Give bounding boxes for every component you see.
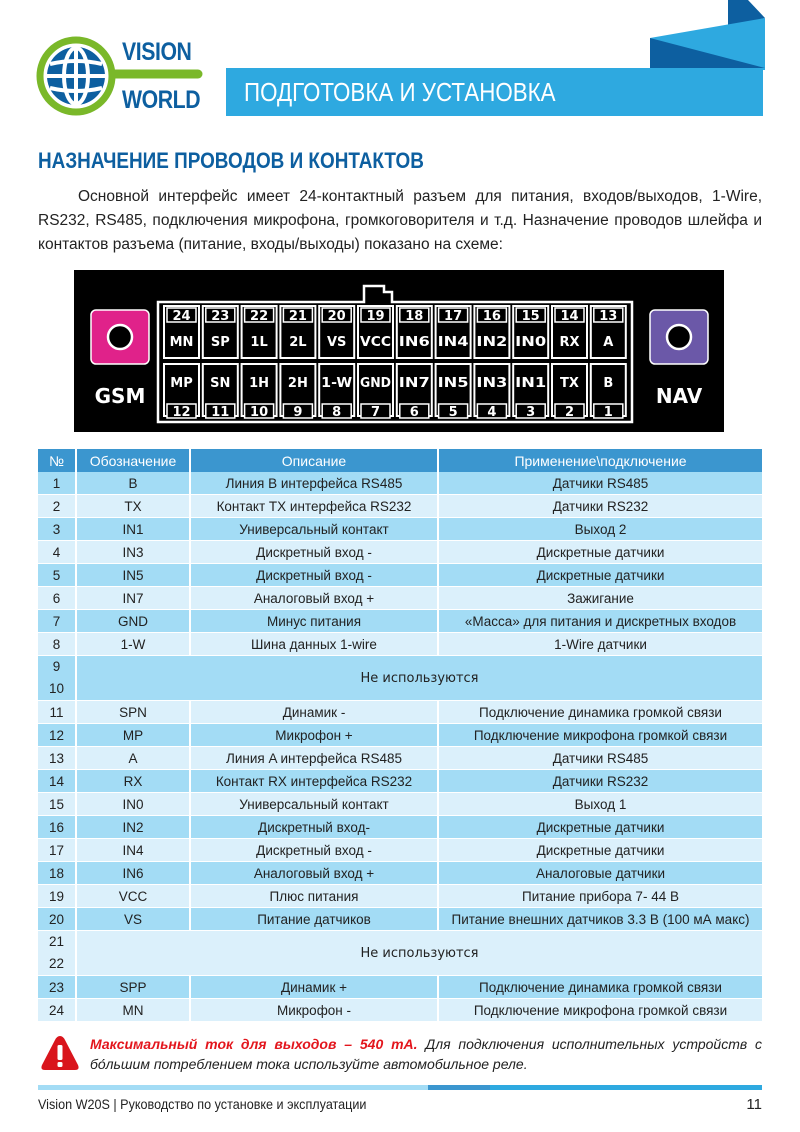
pin-label: IN3 (476, 376, 508, 391)
pin-label: 1L (250, 335, 268, 350)
cell-designation: B (77, 472, 191, 495)
pin-number: 11 (211, 405, 230, 420)
connector-pin (203, 364, 238, 420)
connector-pin (242, 364, 277, 420)
cell-number: 7 (38, 610, 77, 633)
pin-number: 10 (250, 405, 269, 420)
table-row (38, 610, 762, 633)
connector-pin (591, 306, 626, 358)
connector-pin (164, 306, 199, 358)
connector-pin (436, 306, 471, 358)
cell-unused-label: Не используются (77, 931, 762, 976)
pin-number: 21 (288, 309, 307, 324)
pin-label: IN0 (515, 335, 547, 350)
pin-label: IN6 (398, 335, 430, 350)
cell-usage: «Масса» для питания и дискретных входов (439, 610, 762, 633)
pin-number: 12 (172, 405, 191, 420)
cell-designation: RX (77, 770, 191, 793)
connector-pin (319, 364, 354, 420)
table-row (38, 885, 762, 908)
cell-description: Дискретный вход - (191, 564, 439, 587)
pin-number: 1 (603, 405, 613, 420)
cell-usage: Датчики RS485 (439, 472, 762, 495)
table-row (38, 976, 762, 999)
cell-number: 5 (38, 564, 77, 587)
warning-max-current: Максимальный ток для выходов – 540 mA. (90, 1036, 418, 1052)
pin-number: 24 (172, 309, 191, 324)
cell-usage: Питание прибора 7- 44 В (439, 885, 762, 908)
cell-usage: Подключение динамика громкой связи (439, 701, 762, 724)
pin-label: SN (210, 376, 231, 391)
connector-pin (436, 364, 471, 420)
unused-pin-number: 10 (48, 681, 65, 696)
cell-usage: Выход 2 (439, 518, 762, 541)
pin-number: 6 (409, 405, 419, 420)
pin-number: 15 (521, 309, 540, 324)
cell-designation: MP (77, 724, 191, 747)
pin-number: 17 (444, 309, 463, 324)
gsm-port-hole-icon (108, 325, 132, 349)
cell-number: 12 (38, 724, 77, 747)
cell-usage: Подключение микрофона громкой связи (439, 999, 762, 1022)
cell-usage: Датчики RS232 (439, 770, 762, 793)
logo-text-world: WORLD (122, 86, 201, 114)
warning-triangle-icon (40, 1034, 80, 1072)
cell-description: Питание датчиков (191, 908, 439, 931)
connector-pin (591, 364, 626, 420)
pin-label: RX (559, 335, 580, 350)
footer-document-title: Vision W20S | Руководство по установке и эксплуатации (38, 1096, 367, 1112)
pin-label: GND (360, 376, 392, 391)
connector-pin (203, 306, 238, 358)
table-row (38, 564, 762, 587)
cell-number: 1 (38, 472, 77, 495)
table-row (38, 793, 762, 816)
pin-number: 20 (327, 309, 346, 324)
pin-label: IN7 (398, 376, 430, 391)
cell-designation: VS (77, 908, 191, 931)
pin-number: 22 (250, 309, 269, 324)
cell-unused-label: Не используются (77, 656, 762, 701)
cell-usage: Аналоговые датчики (439, 862, 762, 885)
cell-usage: Питание внешних датчиков 3.3 В (100 мА макс) (439, 908, 762, 931)
table-row (38, 472, 762, 495)
cell-number: 13 (38, 747, 77, 770)
table-row (38, 770, 762, 793)
pin-number: 8 (332, 405, 342, 420)
pin-label: IN1 (515, 376, 547, 391)
cell-designation: IN5 (77, 564, 191, 587)
cell-number: 24 (38, 999, 77, 1022)
cell-number: 17 (38, 839, 77, 862)
cell-number: 16 (38, 816, 77, 839)
cell-designation: SPP (77, 976, 191, 999)
pin-label: A (603, 335, 614, 350)
unused-pin-number: 21 (48, 934, 65, 949)
cell-description: Дискретный вход - (191, 541, 439, 564)
pin-number: 9 (293, 405, 303, 420)
nav-label: NAV (655, 384, 703, 408)
pin-assignment-table (38, 449, 762, 1022)
cell-designation: IN1 (77, 518, 191, 541)
connector-pin (474, 306, 509, 358)
gsm-label: GSM (94, 384, 146, 408)
warning-text (90, 1034, 762, 1074)
cell-usage: Датчики RS232 (439, 495, 762, 518)
cell-number: 11 (38, 701, 77, 724)
pin-label: 2H (287, 376, 308, 391)
cell-number: 14 (38, 770, 77, 793)
cell-description: Универсальный контакт (191, 518, 439, 541)
pin-number: 16 (482, 309, 501, 324)
cell-usage: Дискретные датчики (439, 816, 762, 839)
pin-label: VCC (360, 335, 391, 350)
connector-pinout-diagram (74, 270, 724, 432)
pin-number: 7 (370, 405, 381, 420)
cell-number: 15 (38, 793, 77, 816)
table-row (38, 862, 762, 885)
cell-number: 2 (38, 495, 77, 518)
cell-usage: Дискретные датчики (439, 839, 762, 862)
connector-pin (513, 364, 548, 420)
connector-pin (552, 364, 587, 420)
pin-label: B (603, 376, 614, 391)
pin-number: 2 (564, 405, 575, 420)
table-row (38, 541, 762, 564)
pin-number: 14 (560, 309, 579, 324)
pin-label: IN2 (476, 335, 508, 350)
connector-pin (280, 364, 315, 420)
cell-designation: IN7 (77, 587, 191, 610)
connector-pin (397, 306, 432, 358)
footer-divider (38, 1085, 762, 1090)
connector-pin (358, 364, 393, 420)
cell-description: Линия B интерфейса RS485 (191, 472, 439, 495)
table-row (38, 587, 762, 610)
connector-pin (242, 306, 277, 358)
chapter-title: ПОДГОТОВКА И УСТАНОВКА (244, 77, 556, 107)
table-row-unused (38, 656, 762, 701)
table-row (38, 633, 762, 656)
cell-description: Микрофон - (191, 999, 439, 1022)
pin-number: 3 (526, 405, 536, 420)
cell-usage: Зажигание (439, 587, 762, 610)
column-header-usage: Применение\подключение (439, 449, 762, 472)
pin-label: 1H (249, 376, 270, 391)
header-ribbon-decoration (640, 0, 765, 70)
table-row (38, 747, 762, 770)
pin-label: SP (210, 335, 230, 350)
cell-description: Минус питания (191, 610, 439, 633)
cell-designation: IN3 (77, 541, 191, 564)
connector-pin (474, 364, 509, 420)
cell-description: Дискретный вход - (191, 839, 439, 862)
cell-designation: IN4 (77, 839, 191, 862)
logo-text-vision: VISION (122, 38, 192, 66)
cell-number: 8 (38, 633, 77, 656)
cell-designation: 1-W (77, 633, 191, 656)
table-row (38, 816, 762, 839)
column-header-description: Описание (191, 449, 439, 472)
cell-number (38, 656, 77, 701)
cell-designation: IN6 (77, 862, 191, 885)
cell-description: Шина данных 1-wire (191, 633, 439, 656)
table-row (38, 839, 762, 862)
pin-label: MP (170, 376, 193, 391)
table-row (38, 724, 762, 747)
cell-description: Динамик + (191, 976, 439, 999)
cell-number: 19 (38, 885, 77, 908)
cell-designation: SPN (77, 701, 191, 724)
pin-number: 19 (366, 309, 385, 324)
cell-usage: Подключение динамика громкой связи (439, 976, 762, 999)
cell-description: Аналоговый вход + (191, 587, 439, 610)
pin-number: 4 (487, 405, 497, 420)
unused-pin-number: 9 (52, 659, 61, 674)
connector-pin (552, 306, 587, 358)
connector-pin (280, 306, 315, 358)
pin-label: 1-W (321, 376, 353, 391)
cell-designation: IN0 (77, 793, 191, 816)
table-row (38, 999, 762, 1022)
cell-designation: A (77, 747, 191, 770)
cell-usage: Выход 1 (439, 793, 762, 816)
cell-description: Динамик - (191, 701, 439, 724)
cell-number: 4 (38, 541, 77, 564)
pin-number: 23 (211, 309, 230, 324)
cell-number: 18 (38, 862, 77, 885)
cell-number: 3 (38, 518, 77, 541)
pin-number: 5 (448, 405, 458, 420)
cell-usage: Дискретные датчики (439, 564, 762, 587)
table-row (38, 701, 762, 724)
pin-label: IN5 (437, 376, 469, 391)
cell-description: Микрофон + (191, 724, 439, 747)
cell-description: Контакт RX интерфейса RS232 (191, 770, 439, 793)
cell-designation: VCC (77, 885, 191, 908)
connector-pin (397, 364, 432, 420)
cell-designation: TX (77, 495, 191, 518)
table-header-row (38, 449, 762, 472)
column-header-designation: Обозначение (77, 449, 191, 472)
connector-pin (319, 306, 354, 358)
nav-port-hole-icon (667, 325, 691, 349)
table-row (38, 495, 762, 518)
cell-usage: 1-Wire датчики (439, 633, 762, 656)
connector-pin (358, 306, 393, 358)
pin-label: VS (326, 335, 347, 350)
cell-number: 23 (38, 976, 77, 999)
pin-label: TX (560, 376, 579, 391)
cell-description: Линия A интерфейса RS485 (191, 747, 439, 770)
warning-relay-advice: Для подключения исполнительных устройств с бо́льшим потреблением тока используйте автомобильное реле. (90, 1036, 762, 1072)
cell-designation: MN (77, 999, 191, 1022)
cell-description: Универсальный контакт (191, 793, 439, 816)
table-row (38, 908, 762, 931)
cell-usage: Дискретные датчики (439, 541, 762, 564)
cell-usage: Подключение микрофона громкой связи (439, 724, 762, 747)
unused-pin-number: 22 (48, 956, 65, 971)
cell-description: Дискретный вход- (191, 816, 439, 839)
intro-paragraph: Основной интерфейс имеет 24-контактный разъем для питания, входов/выходов, 1-Wire, RS232, RS485, подключения микрофона, громкоговорителя и т.д. Назначение проводов шлейфа и контактов разъема (питание, входы/выходы) показано на схеме: (38, 188, 762, 253)
connector-pin (513, 306, 548, 358)
pin-number: 18 (405, 309, 424, 324)
column-header-number: № (38, 449, 77, 472)
section-title: НАЗНАЧЕНИЕ ПРОВОДОВ И КОНТАКТОВ (38, 148, 424, 173)
cell-usage: Датчики RS485 (439, 747, 762, 770)
cell-description: Плюс питания (191, 885, 439, 908)
cell-designation: GND (77, 610, 191, 633)
cell-designation: IN2 (77, 816, 191, 839)
cell-number (38, 931, 77, 976)
pin-number: 13 (599, 309, 618, 324)
pin-label: 2L (289, 335, 307, 350)
page-number: 11 (746, 1096, 762, 1113)
pin-label: MN (169, 335, 194, 350)
cell-number: 20 (38, 908, 77, 931)
cell-description: Контакт TX интерфейса RS232 (191, 495, 439, 518)
table-row-unused (38, 931, 762, 976)
connector-pin (164, 364, 199, 420)
cell-description: Аналоговый вход + (191, 862, 439, 885)
cell-number: 6 (38, 587, 77, 610)
table-row (38, 518, 762, 541)
pin-label: IN4 (437, 335, 469, 350)
